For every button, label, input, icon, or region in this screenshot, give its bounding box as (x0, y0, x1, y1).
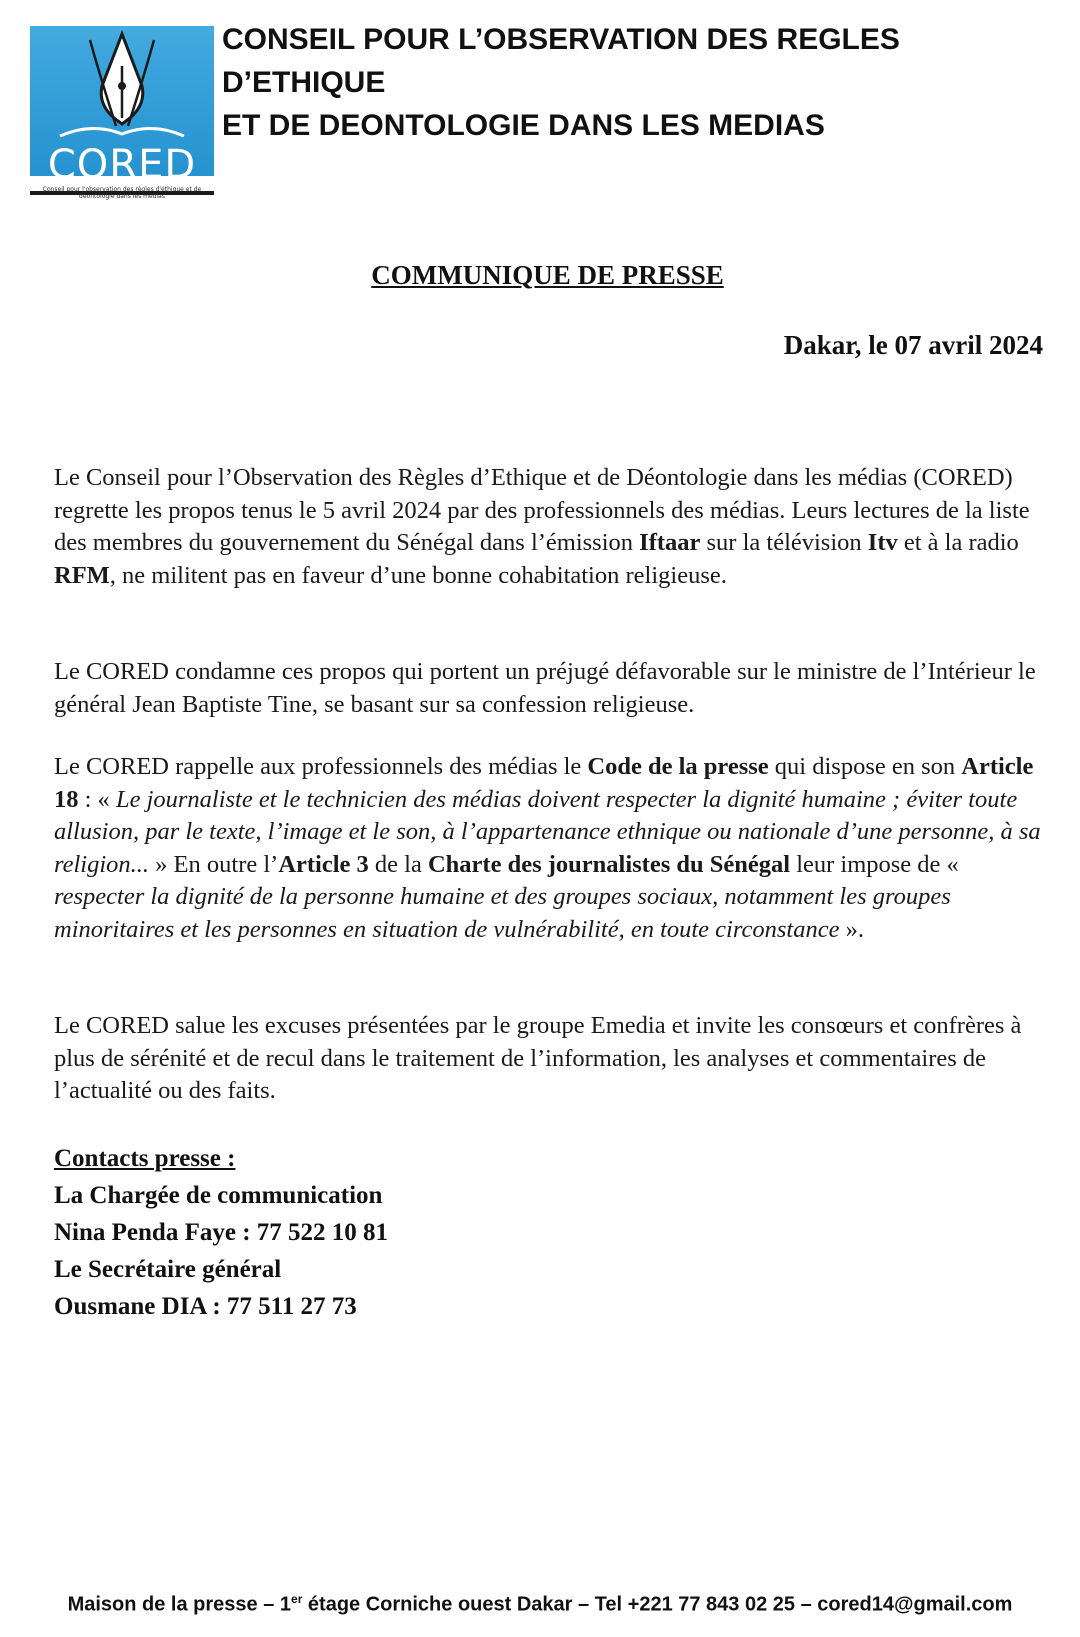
contact-person-2: Ousmane DIA : 77 511 27 73 (54, 1293, 357, 1320)
contact-role-2: Le Secrétaire général (54, 1256, 282, 1283)
p1-text-4: , ne militent pas en faveur d’une bonne cohabitation religieuse. (109, 561, 727, 589)
p1-text-1: Le Conseil pour l’Observation des Règles d’Ethique et de Déontologie dans les médias (CORED) regrette les propos tenus le 5 avril 2024 par des professionnels des médias. Leurs lectures de la liste des membres du gouvernement du Sénégal dans l’émission (54, 464, 1030, 556)
p3-text-2: qui dispose en son (768, 753, 962, 780)
p3-text-4: » En outre l’ (149, 850, 279, 878)
article-3-ref: Article 3 (278, 850, 369, 878)
article-18-ref: Article 18 (54, 753, 1034, 813)
p3-text-3: : « (78, 785, 116, 813)
footer-address (0, 1592, 1080, 1617)
logo-tagline: Conseil pour l'observation des règles d'éthique et de déontologie dans les médias (42, 186, 202, 200)
organization-name (222, 18, 1042, 147)
p1-text-3: et à la radio (897, 529, 1019, 556)
press-contacts (54, 1140, 388, 1325)
press-code-name: Code de la presse (587, 753, 769, 780)
contact-role-1: La Chargée de communication (54, 1182, 383, 1209)
p3-text-5: de la (368, 850, 428, 878)
p1-text-2: sur la télévision (700, 529, 868, 556)
tv-channel-name: Itv (867, 529, 898, 556)
paragraph-3 (54, 751, 1044, 946)
article-3-quote: respecter la dignité de la personne humaine et des groupes sociaux, notamment les groupes minoritaires et les personnes en situation de vulnérabilité, en toute circonstance (54, 883, 951, 943)
radio-name: RFM (54, 561, 110, 589)
contacts-heading: Contacts presse : (54, 1145, 236, 1172)
footer-text-2: étage Corniche ouest Dakar – Tel +221 77 843 02 25 – cored14@gmail.com (302, 1593, 1013, 1616)
paragraph-2: Le CORED condamne ces propos qui portent un préjugé défavorable sur le ministre de l’Intérieur le général Jean Baptiste Tine, se basant sur sa confession religieuse. (54, 658, 1036, 718)
article-18-quote: Le journaliste et le technicien des médias doivent respecter la dignité humaine ; éviter toute allusion, par le texte, l’image et le son, à l’appartenance ethnique ou nationale d’une personne, à sa religion... (54, 785, 1041, 878)
logo-wordmark: CORED (47, 142, 197, 188)
p3-text-7: ». (839, 915, 864, 943)
program-name: Iftaar (639, 529, 701, 556)
paragraph-4: Le CORED salue les excuses présentées par le groupe Emedia et invite les consœurs et confrères à plus de sérénité et de recul dans le traitement de l’information, les analyses et commentaires de l’actualité ou des faits. (54, 1012, 1022, 1104)
document-title: COMMUNIQUE DE PRESSE (371, 260, 724, 290)
charter-name: Charte des journalistes du Sénégal (427, 850, 791, 878)
paragraph-1 (54, 462, 1044, 592)
contact-person-1: Nina Penda Faye : 77 522 10 81 (54, 1219, 389, 1246)
footer-superscript: er (291, 1592, 303, 1606)
p3-text-6: leur impose de « (790, 850, 959, 878)
cored-logo (30, 26, 214, 204)
org-name-line-1: CONSEIL POUR L’OBSERVATION DES REGLES D’ETHIQUE (222, 23, 900, 99)
org-name-line-2: ET DE DEONTOLOGIE DANS LES MEDIAS (222, 109, 825, 142)
footer-text-1: Maison de la presse – 1 (67, 1593, 292, 1616)
document-date: Dakar, le 07 avril 2024 (783, 330, 1043, 360)
p3-text-1: Le CORED rappelle aux professionnels des médias le (54, 753, 588, 780)
